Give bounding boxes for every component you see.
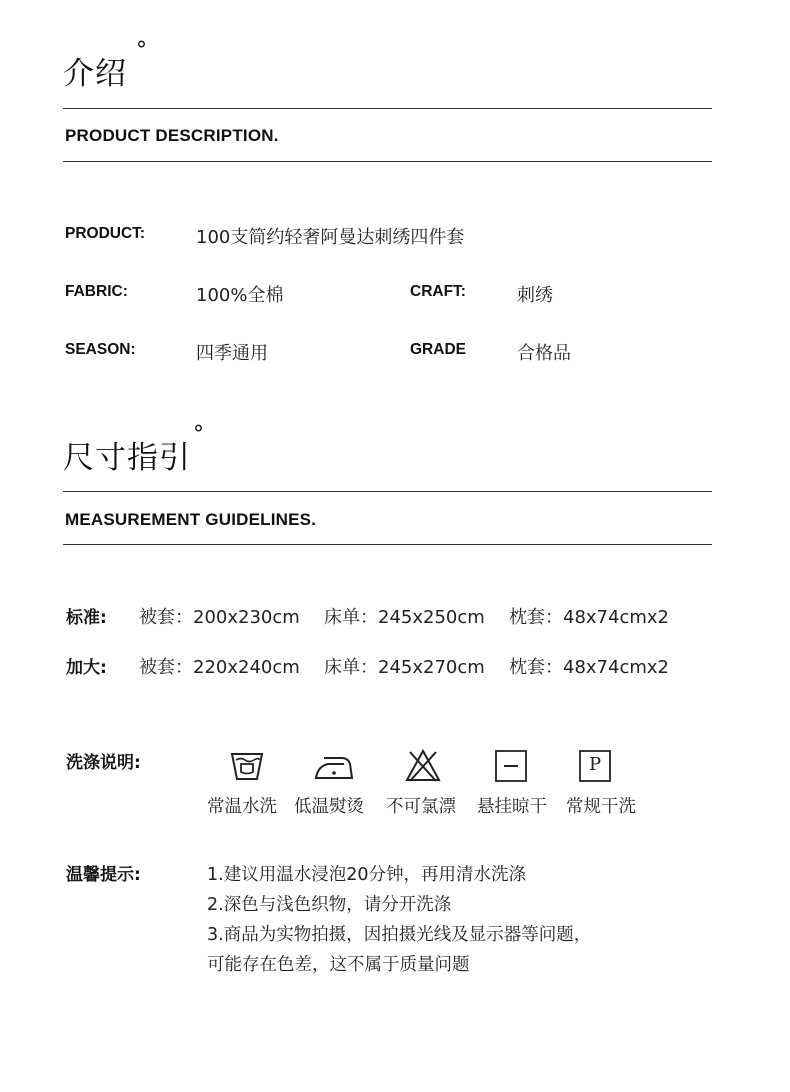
- craft-value: 刺绣: [517, 285, 553, 306]
- product-label: PRODUCT:: [65, 225, 146, 242]
- fabric-value: 100%全棉: [196, 285, 284, 306]
- wash-tub-icon: [229, 748, 265, 784]
- grade-label: GRADE: [410, 341, 466, 358]
- craft-label: CRAFT:: [410, 283, 466, 300]
- intro-subtitle: PRODUCT DESCRIPTION.: [65, 126, 279, 145]
- size-guide-bottom-rule: [63, 544, 712, 545]
- wash-tub-label: 常温水洗: [207, 797, 277, 817]
- size-row-label: 标准:: [66, 608, 107, 628]
- pillow-size: 枕套：48x74cmx2: [509, 657, 669, 678]
- dry-clean-icon: [577, 748, 613, 784]
- intro-bottom-rule: [63, 161, 712, 162]
- intro-degree-mark: °: [136, 38, 148, 63]
- tip-line: 3.商品为实物拍摄，因拍摄光线及显示器等问题，: [207, 925, 592, 945]
- season-label: SEASON:: [65, 341, 136, 358]
- pillow-size: 枕套：48x74cmx2: [509, 607, 669, 628]
- iron-icon: [314, 748, 354, 784]
- sheet-size: 床单：245x250cm: [324, 607, 485, 628]
- no-bleach-label: 不可氯漂: [386, 797, 456, 817]
- intro-top-rule: [63, 108, 712, 109]
- size-row-label: 加大:: [66, 658, 107, 678]
- tip-line: 1.建议用温水浸泡20分钟，再用清水洗涤: [207, 865, 526, 885]
- care-label: 洗涤说明:: [66, 753, 141, 773]
- size-guide-title: [63, 422, 205, 477]
- fabric-label: FABRIC:: [65, 283, 128, 300]
- grade-value: 合格品: [517, 343, 571, 364]
- iron-label: 低温熨烫: [294, 797, 364, 817]
- product-value: 100支简约轻奢阿曼达刺绣四件套: [196, 227, 465, 248]
- size-guide-subtitle: MEASUREMENT GUIDELINES.: [65, 510, 317, 529]
- tip-line: 可能存在色差，这不属于质量问题: [207, 955, 470, 975]
- sheet-size: 床单：245x270cm: [324, 657, 485, 678]
- tip-line: 2.深色与浅色织物，请分开洗涤: [207, 895, 452, 915]
- season-value: 四季通用: [196, 343, 268, 364]
- duvet-size: 被套：200x230cm: [139, 607, 300, 628]
- no-bleach-icon: [405, 748, 441, 784]
- intro-title-text: 介绍: [63, 56, 127, 92]
- tips-label: 温馨提示:: [66, 865, 141, 885]
- size-guide-top-rule: [63, 491, 712, 492]
- size-guide-title-text: 尺寸指引: [63, 440, 191, 476]
- size-guide-degree-mark: °: [193, 422, 205, 447]
- dry-clean-label: 常规干洗: [566, 797, 636, 817]
- hang-dry-icon: [493, 748, 529, 784]
- dry-clean-letter: P: [588, 754, 602, 775]
- duvet-size: 被套：220x240cm: [139, 657, 300, 678]
- hang-dry-label: 悬挂晾干: [477, 797, 547, 817]
- intro-title: [63, 38, 148, 93]
